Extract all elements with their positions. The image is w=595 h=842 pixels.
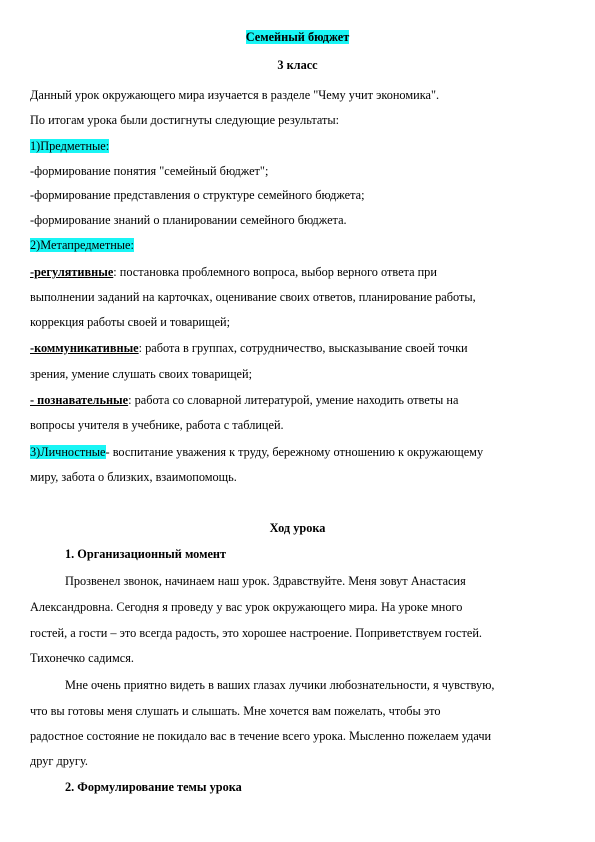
cognitive-line-2: вопросы учителя в учебнике, работа с таблицей. [30, 418, 284, 432]
subject-item-3: -формирование знаний о планировании семейного бюджета. [30, 213, 347, 227]
personal-line-2: миру, забота о близких, взаимопомощь. [30, 470, 237, 484]
paragraph-1-line-3: гостей, а гости – это всегда радость, это хорошее настроение. Поприветствуем гостей. [30, 626, 482, 640]
communicative-line-2: зрения, умение слушать своих товарищей; [30, 367, 253, 381]
subject-item-2: -формирование представления о структуре семейного бюджета; [30, 188, 365, 202]
paragraph-2-line-1: Мне очень приятно видеть в ваших глазах лучики любознательности, я чувствую, [65, 678, 495, 692]
subject-heading: 1)Предметные: [30, 139, 110, 153]
paragraph-1-line-2: Александровна. Сегодня я проведу у вас урок окружающего мира. На уроке много [30, 600, 463, 614]
subject-heading-line [30, 138, 109, 154]
personal-line-1 [30, 444, 483, 460]
cognitive-line-1 [30, 392, 458, 408]
step-2-heading: 2. Формулирование темы урока [65, 780, 242, 794]
regulatory-line-1 [30, 264, 437, 280]
doc-title: Семейный бюджет [245, 30, 350, 44]
doc-title-line [0, 29, 595, 45]
course-title: Ход урока [269, 521, 326, 535]
meta-heading: 2)Метапредметные: [30, 238, 134, 252]
cognitive-label: - познавательные [30, 393, 129, 407]
regulatory-label: -регулятивные [30, 265, 114, 279]
regulatory-line-3: коррекция работы своей и товарищей; [30, 315, 231, 329]
subject-item-1: -формирование понятия "семейный бюджет"; [30, 164, 269, 178]
cognitive-text: : работа со словарной литературой, умение находить ответы на [128, 393, 459, 407]
personal-text: - воспитание уважения к труду, бережному отношению к окружающему [105, 445, 484, 459]
paragraph-1-line-4: Тихонечко садимся. [30, 651, 134, 665]
regulatory-text: : постановка проблемного вопроса, выбор верного ответа при [113, 265, 437, 279]
personal-heading: 3)Личностные [30, 445, 106, 459]
intro-line-1: Данный урок окружающего мира изучается в разделе "Чему учит экономика". [30, 88, 440, 102]
meta-heading-line [30, 237, 134, 253]
paragraph-1-line-1: Прозвенел звонок, начинаем наш урок. Здравствуйте. Меня зовут Анастасия [65, 574, 466, 588]
communicative-line-1 [30, 340, 468, 356]
communicative-label: -коммуникативные [30, 341, 139, 355]
communicative-text: : работа в группах, сотрудничество, высказывание своей точки [138, 341, 468, 355]
paragraph-2-line-3: радостное состояние не покидало вас в течение всего урока. Мысленно пожелаем удачи [30, 729, 492, 743]
regulatory-line-2: выполнении заданий на карточках, оценивание своих ответов, планирование работы, [30, 290, 476, 304]
step-1-heading: 1. Организационный момент [65, 547, 227, 561]
paragraph-2-line-2: что вы готовы меня слушать и слышать. Мне хочется вам пожелать, чтобы это [30, 704, 441, 718]
paragraph-2-line-4: друг другу. [30, 754, 88, 768]
intro-line-2: По итогам урока были достигнуты следующие результаты: [30, 113, 340, 127]
doc-grade: 3 класс [277, 58, 318, 72]
